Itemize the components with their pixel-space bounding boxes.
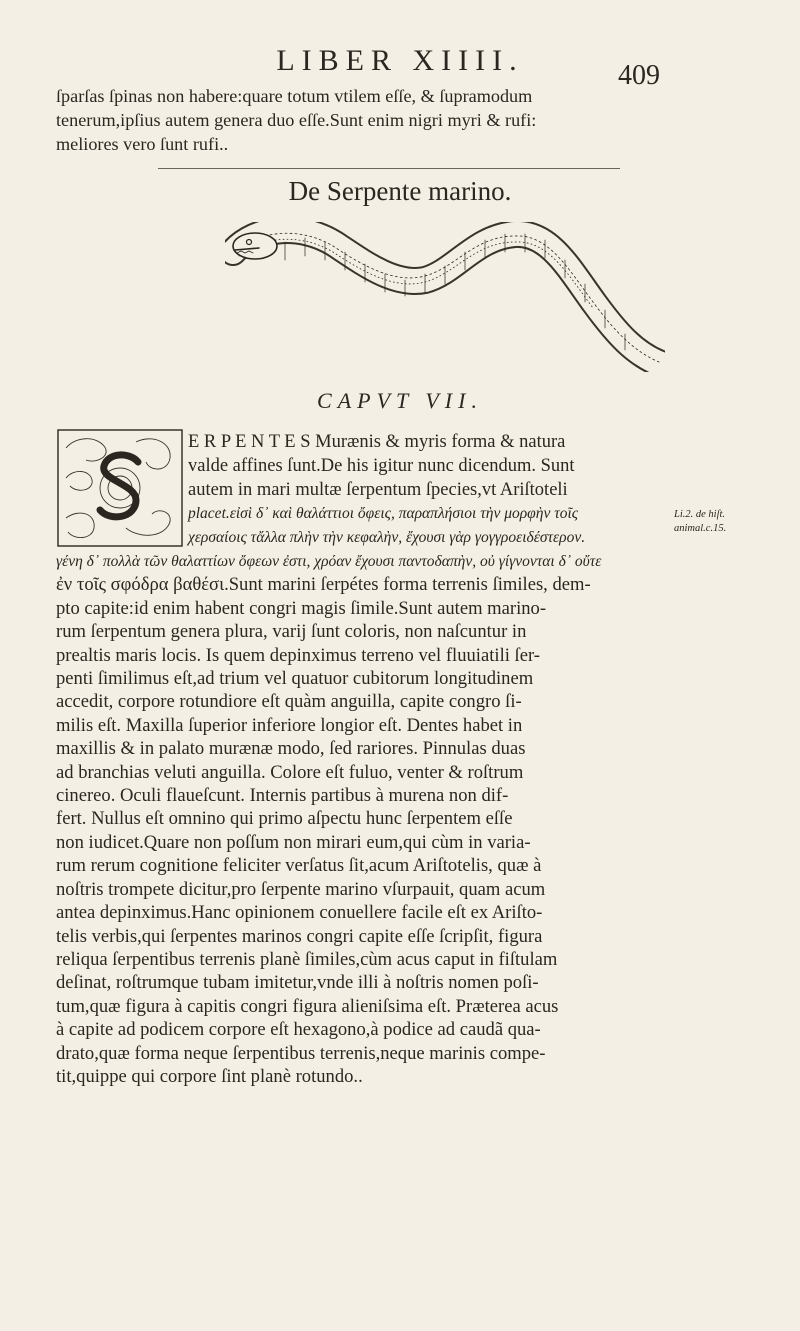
ornamental-initial-s-icon (56, 428, 184, 548)
text-line: drato,quæ forma neque ſerpentibus terrenis,neque marinis compe- (56, 1042, 546, 1064)
text-line: prealtis maris locis. Is quem depinximus terreno vel fluuiatili ſer- (56, 644, 540, 666)
text-line: noſtris trompete dicitur,pro ſerpente marino vſurpauit, quam acum (56, 878, 546, 900)
text-line: reliqua ſerpentibus terrenis planè ſimiles,cùm acus caput in fiſtulam (56, 948, 558, 970)
greek-line: placet.εἰσὶ δ᾽ καὶ θαλάττιοι ὄφεις, παραπλήσιοι τὴν μορφὴν τοῖς (188, 505, 579, 522)
greek-line: χερσαίοις τἄλλα πλὴν τὴν κεφαλὴν, ἔχουσι γὰρ γογγροειδέστερον. (188, 529, 586, 546)
text-line: ἐν τοῖς σφόδρα βαθέσι.Sunt marini ſerpétes forma terrenis ſimiles, dem- (56, 574, 591, 596)
text-line: tenerum,ipſius autem genera duo eſſe.Sunt enim nigri myri & rufi: (56, 110, 537, 130)
section-rule (158, 168, 620, 169)
chapter-body (56, 550, 656, 1088)
text-line: maxillis & in palato murænæ modo, ſed rariores. Pinnulas duas (56, 738, 526, 760)
greek-line: γένη δ᾽ πολλὰ τῶν θαλαττίων ὄφεων ἐστι, χρόαν ἔχουσι παντοδαπὴν, οὐ γίγνονται δ᾽ οὔτε (56, 553, 602, 570)
marginal-reference (674, 508, 784, 536)
chapter-opening-lines (188, 430, 654, 550)
text-line: rum ſerpentum genera plura, varij ſunt coloris, non naſcuntur in (56, 621, 527, 643)
text-line: pto capite:id enim habent congri magis ſimile.Sunt autem marino- (56, 597, 547, 619)
text-line: rum rerum cognitione feliciter verſatus ſit,acum Ariſtotelis, quæ à (56, 855, 542, 877)
text-line: tum,quæ figura à capitis congri figura alieniſsima eſt. Præterea acus (56, 995, 559, 1017)
text-line: à capite ad podicem corpore eſt hexagono,à podice ad caudã qua- (56, 1019, 541, 1041)
text-line: ad branchias veluti anguilla. Colore eſt fuluo, venter & roſtrum (56, 761, 524, 783)
section-title: De Serpente marino. (288, 176, 512, 206)
margin-note-line: Li.2. de hiſt. (674, 509, 726, 520)
text-line: E R P E N T E S Murænis & myris forma & natura (188, 432, 566, 452)
text-line: penti ſimilimus eſt,ad trium vel quatuor cubitorum longitudinem (56, 668, 534, 690)
text-line: ſparſas ſpinas non habere:quare totum vtilem eſſe, & ſupramodum (56, 86, 533, 106)
text-line: fert. Nullus eſt omnino qui primo aſpectu hunc ſerpentem eſſe (56, 808, 513, 830)
intro-paragraph (56, 84, 656, 156)
text-line: non iudicet.Quare non poſſum non mirari eum,qui cùm in varia- (56, 831, 531, 853)
text-line: autem in mari multæ ſerpentum ſpecies,vt Ariſtoteli (188, 480, 568, 500)
text-line: accedit, corpore rotundiore eſt quàm anguilla, capite congro ſi- (56, 691, 522, 713)
running-head: LIBER XIIII. (276, 44, 524, 77)
text-line: deſinat, roſtrumque tubam imitetur,vnde illi à noſtris nomen poſi- (56, 972, 539, 994)
chapter-heading: CAPVT VII. (317, 388, 483, 413)
text-line: milis eſt. Maxilla ſuperior inferiore longior eſt. Dentes habet in (56, 714, 523, 736)
page-number: 409 (618, 60, 660, 91)
text-line: telis verbis,qui ſerpentes marinos congri capite eſſe ſcripſit, figura (56, 925, 543, 947)
text-line: meliores vero ſunt rufi.. (56, 134, 229, 154)
text-line: tit,quippe qui corpore ſint planè rotundo.. (56, 1065, 363, 1087)
text-line: valde affines ſunt.De his igitur nunc dicendum. Sunt (188, 456, 575, 476)
sea-serpent-illustration (225, 222, 665, 372)
margin-note-line: animal.c.15. (674, 523, 727, 534)
text-line: cinereo. Oculi flaueſcunt. Internis partibus à murena non dif- (56, 785, 509, 807)
text-line: antea depinximus.Hanc opinionem conuellere facile eſt ex Ariſto- (56, 902, 543, 924)
